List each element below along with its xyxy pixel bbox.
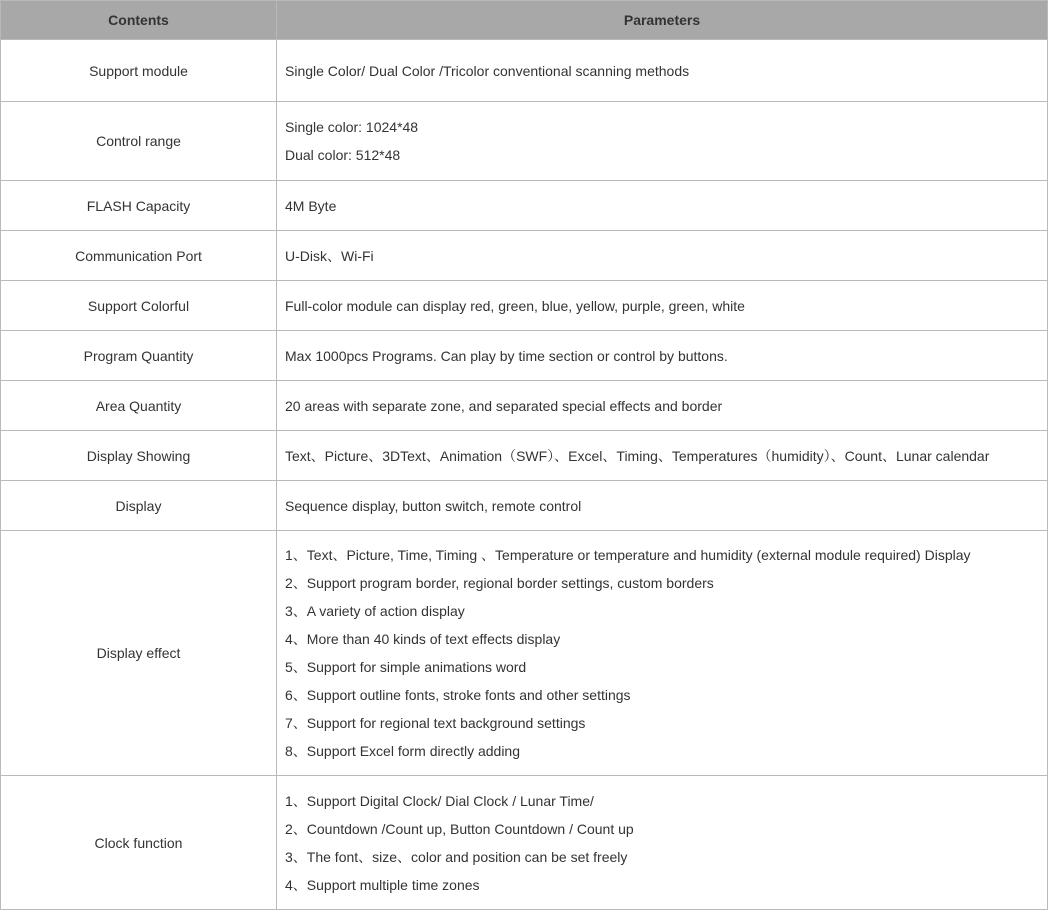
table-row (1, 181, 1048, 231)
value-line: 2、Support program border, regional border settings, custom borders (285, 575, 714, 591)
table-row (1, 102, 1048, 181)
value-line: 1、Text、Picture, Time, Timing 、Temperature or temperature and humidity (external module required) Display (285, 547, 971, 563)
row-label: Support module (1, 40, 277, 102)
row-value (277, 231, 1048, 281)
value-line: Text、Picture、3DText、Animation（SWF）、Excel、Timing、Temperatures（humidity）、Count、Lunar calendar (285, 447, 990, 464)
value-line: Sequence display, button switch, remote control (285, 497, 582, 514)
value-line: 3、A variety of action display (285, 603, 465, 619)
row-value (277, 331, 1048, 381)
value-line: Max 1000pcs Programs. Can play by time section or control by buttons. (285, 347, 728, 364)
value-line: 20 areas with separate zone, and separated special effects and border (285, 397, 723, 414)
value-line: 4、Support multiple time zones (285, 876, 480, 893)
row-label: Communication Port (1, 231, 277, 281)
row-value (277, 40, 1048, 102)
header-row (1, 1, 1048, 40)
row-label: Display effect (1, 531, 277, 776)
value-line: 8、Support Excel form directly adding (285, 743, 520, 759)
row-label: Program Quantity (1, 331, 277, 381)
value-line: U-Disk、Wi-Fi (285, 247, 374, 264)
row-label: FLASH Capacity (1, 181, 277, 231)
table-row (1, 231, 1048, 281)
value-line: 2、Countdown /Count up, Button Countdown / Count up (285, 820, 634, 837)
table-row (1, 381, 1048, 431)
row-value (277, 102, 1048, 181)
header-contents: Contents (1, 1, 277, 40)
value-line: 3、The font、size、color and position can be set freely (285, 848, 628, 865)
table-row (1, 431, 1048, 481)
table-row (1, 481, 1048, 531)
row-value (277, 381, 1048, 431)
value-line: 4M Byte (285, 197, 337, 214)
value-line: 7、Support for regional text background settings (285, 715, 586, 731)
row-value (277, 776, 1048, 910)
row-label: Area Quantity (1, 381, 277, 431)
row-value (277, 431, 1048, 481)
table-row (1, 40, 1048, 102)
row-value (277, 481, 1048, 531)
row-label: Control range (1, 102, 277, 181)
value-line: Full-color module can display red, green, blue, yellow, purple, green, white (285, 297, 745, 314)
value-line: 1、Support Digital Clock/ Dial Clock / Lunar Time/ (285, 792, 594, 809)
row-label: Display Showing (1, 431, 277, 481)
table-row (1, 776, 1048, 910)
value-line: Dual color: 512*48 (285, 147, 401, 163)
value-line: 5、Support for simple animations word (285, 659, 527, 675)
row-value (277, 181, 1048, 231)
table-row (1, 531, 1048, 776)
value-line: Single Color/ Dual Color /Tricolor conventional scanning methods (285, 62, 690, 79)
header-parameters: Parameters (277, 1, 1048, 40)
table-row (1, 281, 1048, 331)
row-value (277, 531, 1048, 776)
row-value (277, 281, 1048, 331)
table-row (1, 331, 1048, 381)
row-label: Support Colorful (1, 281, 277, 331)
value-line: 4、More than 40 kinds of text effects display (285, 631, 561, 647)
value-line: 6、Support outline fonts, stroke fonts and other settings (285, 687, 631, 703)
row-label: Clock function (1, 776, 277, 910)
row-label: Display (1, 481, 277, 531)
value-line: Single color: 1024*48 (285, 119, 419, 135)
